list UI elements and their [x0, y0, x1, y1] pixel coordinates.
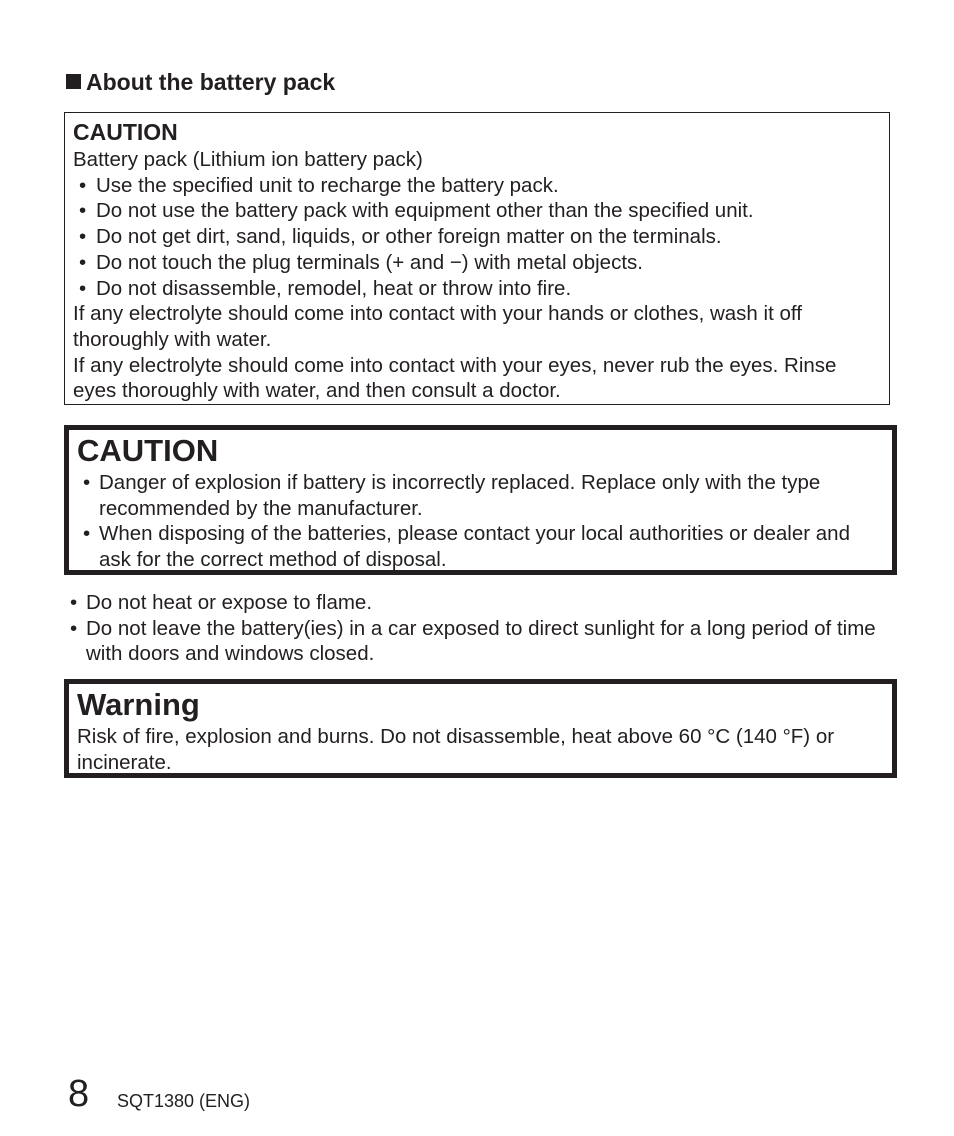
document-code: SQT1380 (ENG) [117, 1091, 251, 1111]
electrolyte-hands-paragraph: If any electrolyte should come into contact with your hands or clothes, wash it off thoroughly with water. [73, 302, 802, 351]
caution-bullet-list [77, 470, 884, 573]
list-item: • Do not disassemble, remodel, heat or throw into fire. [73, 276, 881, 302]
caution-subtitle: Battery pack (Lithium ion battery pack) [73, 148, 423, 171]
caution-box-explosion [64, 425, 897, 575]
list-item: • Danger of explosion if battery is incorrectly replaced. Replace only with the type recommended by the manufacturer. [77, 470, 884, 521]
electrolyte-eyes-paragraph: If any electrolyte should come into contact with your eyes, never rub the eyes. Rinse eyes thoroughly with water, and then consult a doctor. [73, 353, 837, 403]
list-item: • Use the specified unit to recharge the battery pack. [73, 173, 881, 199]
black-square-icon [66, 74, 81, 89]
list-item: • Do not heat or expose to flame. [64, 590, 894, 616]
list-item: • Do not leave the battery(ies) in a car exposed to direct sunlight for a long period of time with doors and windows closed. [64, 616, 894, 667]
general-notes-list [64, 590, 894, 667]
caution-title: CAUTION [73, 119, 178, 145]
list-item: • When disposing of the batteries, please contact your local authorities or dealer and ask for the correct method of disposal. [77, 521, 884, 572]
caution-box-battery-pack [64, 112, 890, 405]
list-item: • Do not get dirt, sand, liquids, or other foreign matter on the terminals. [73, 224, 881, 250]
section-heading-text: About the battery pack [86, 69, 336, 95]
caution-bullet-list [73, 173, 881, 302]
caution-title: CAUTION [77, 433, 219, 468]
section-heading [66, 68, 335, 96]
warning-title: Warning [77, 687, 200, 722]
warning-text: Risk of fire, explosion and burns. Do not disassemble, heat above 60 °C (140 °F) or incinerate. [77, 725, 835, 774]
warning-box [64, 679, 897, 778]
list-item: • Do not use the battery pack with equipment other than the specified unit. [73, 198, 881, 224]
page-number: 8 [68, 1073, 90, 1115]
list-item: • Do not touch the plug terminals (+ and −) with metal objects. [73, 250, 881, 276]
